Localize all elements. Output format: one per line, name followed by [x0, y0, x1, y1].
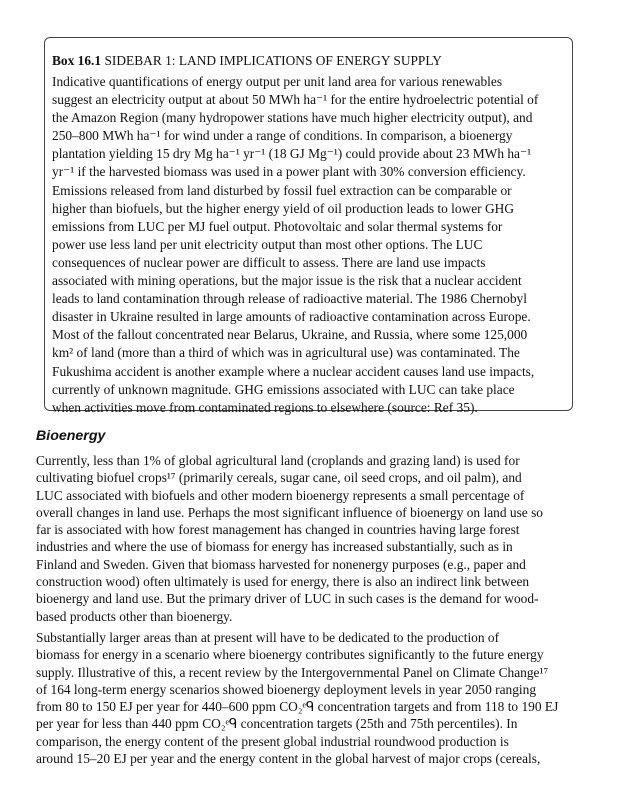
paragraph-line: Substantially larger areas than at present will have to be dedicated to the production of	[36, 630, 500, 645]
body-paragraph-2	[36, 629, 581, 767]
paragraph-line: bioenergy and land use. But the primary driver of LUC in such cases is the demand for wood-	[36, 591, 539, 607]
sidebar-line: higher than biofuels, but the higher energy yield of oil production leads to lower GHG	[52, 200, 514, 216]
paragraph-line: comparison, the energy content of the present global industrial roundwood production is	[36, 733, 509, 749]
sidebar-line: the Amazon Region (many hydropower stations have much higher electricity output), and	[52, 110, 533, 126]
paragraph-line: far is associated with how forest management has changed in countries having large forest	[36, 522, 520, 538]
sidebar-line: currently of unknown magnitude. GHG emissions associated with LUC can take place	[52, 381, 515, 397]
paragraph-line: biomass for energy in a scenario where bioenergy contributes significantly to the future energy	[36, 647, 544, 663]
paragraph-line: based products other than bioenergy.	[36, 608, 233, 624]
sidebar-line: Indicative quantifications of energy output per unit land area for various renewables	[52, 74, 503, 89]
sidebar-box	[44, 37, 573, 415]
paragraph-line: around 15–20 EJ per year and the energy content in the global harvest of major crops (cereals,	[36, 751, 541, 767]
paragraph-line: supply. Illustrative of this, a recent review by the Intergovernmental Panel on Climate Change¹⁷	[36, 664, 549, 680]
sidebar-line: plantation yielding 15 dry Mg ha⁻¹ yr⁻¹ (18 GJ Mg⁻¹) could provide about 23 MWh ha⁻¹	[52, 146, 532, 162]
sidebar-line: km² of land (more than a third of which was in agricultural use) was contaminated. The	[52, 345, 520, 361]
sidebar-line: disaster in Ukraine resulted in large amounts of radioactive contamination across Europe.	[52, 309, 531, 325]
sidebar-line: suggest an electricity output at about 50 MWh ha⁻¹ for the entire hydroelectric potential of	[52, 92, 539, 108]
sidebar-line: yr⁻¹ if the harvested biomass was used in a power plant with 30% conversion efficiency.	[52, 164, 526, 180]
paragraph-line: Finland and Sweden. Given that biomass harvested for nonenergy purposes (e.g., paper and	[36, 556, 526, 572]
paragraph-line: industries and where the use of biomass for energy has increased substantially, such as in	[36, 539, 513, 555]
sidebar-body	[52, 73, 566, 417]
paragraph-line: construction wood) often ultimately is used for energy, there is also an indirect link between	[36, 574, 530, 590]
section-heading: Bioenergy	[36, 428, 106, 444]
body-paragraph-1	[36, 452, 581, 625]
paragraph-line: from 80 to 150 EJ per year for 440–600 ppm CO₂ᵉᑫ concentration targets and from 118 to 190 EJ	[36, 699, 559, 715]
sidebar-line: emissions from LUC per MJ fuel output. Photovoltaic and solar thermal systems for	[52, 218, 503, 234]
sidebar-line: power use less land per unit electricity output than most other options. The LUC	[52, 236, 483, 252]
sidebar-title: SIDEBAR 1: LAND IMPLICATIONS OF ENERGY SUPPLY	[104, 53, 442, 68]
paragraph-line: LUC associated with biofuels and other modern bioenergy represents a small percentage of	[36, 487, 525, 503]
sidebar-line: leads to land contamination through release of radioactive material. The 1986 Chernobyl	[52, 291, 527, 307]
sidebar-title-line	[52, 53, 566, 69]
paragraph-line: per year for less than 440 ppm CO₂ᵉᑫ concentration targets (25th and 75th percentiles). In	[36, 716, 518, 732]
sidebar-line: when activities move from contaminated regions to elsewhere (source: Ref 35).	[52, 399, 478, 415]
sidebar-line: consequences of nuclear power are difficult to assess. There are land use impacts	[52, 254, 486, 270]
sidebar-line: associated with mining operations, but the major issue is the risk that a nuclear accident	[52, 273, 522, 289]
paragraph-line: of 164 long-term energy scenarios showed bioenergy deployment levels in year 2050 ranging	[36, 681, 537, 697]
sidebar-line: Fukushima accident is another example where a nuclear accident causes land use impacts,	[52, 363, 535, 379]
paragraph-line: Currently, less than 1% of global agricultural land (croplands and grazing land) is used for	[36, 453, 520, 468]
sidebar-label: Box 16.1	[52, 53, 102, 68]
sidebar-line: Most of the fallout concentrated near Belarus, Ukraine, and Russia, where some 125,000	[52, 327, 528, 343]
paragraph-line: overall changes in land use. Perhaps the most significant influence of bioenergy on land use so	[36, 504, 543, 520]
paragraph-line: cultivating biofuel crops¹⁷ (primarily cereals, sugar cane, oil seed crops, and oil palm), and	[36, 470, 522, 486]
sidebar-line: 250–800 MWh ha⁻¹ for wind under a range of conditions. In comparison, a bioenergy	[52, 128, 513, 144]
sidebar-line: Emissions released from land disturbed by fossil fuel extraction can be comparable or	[52, 182, 512, 198]
